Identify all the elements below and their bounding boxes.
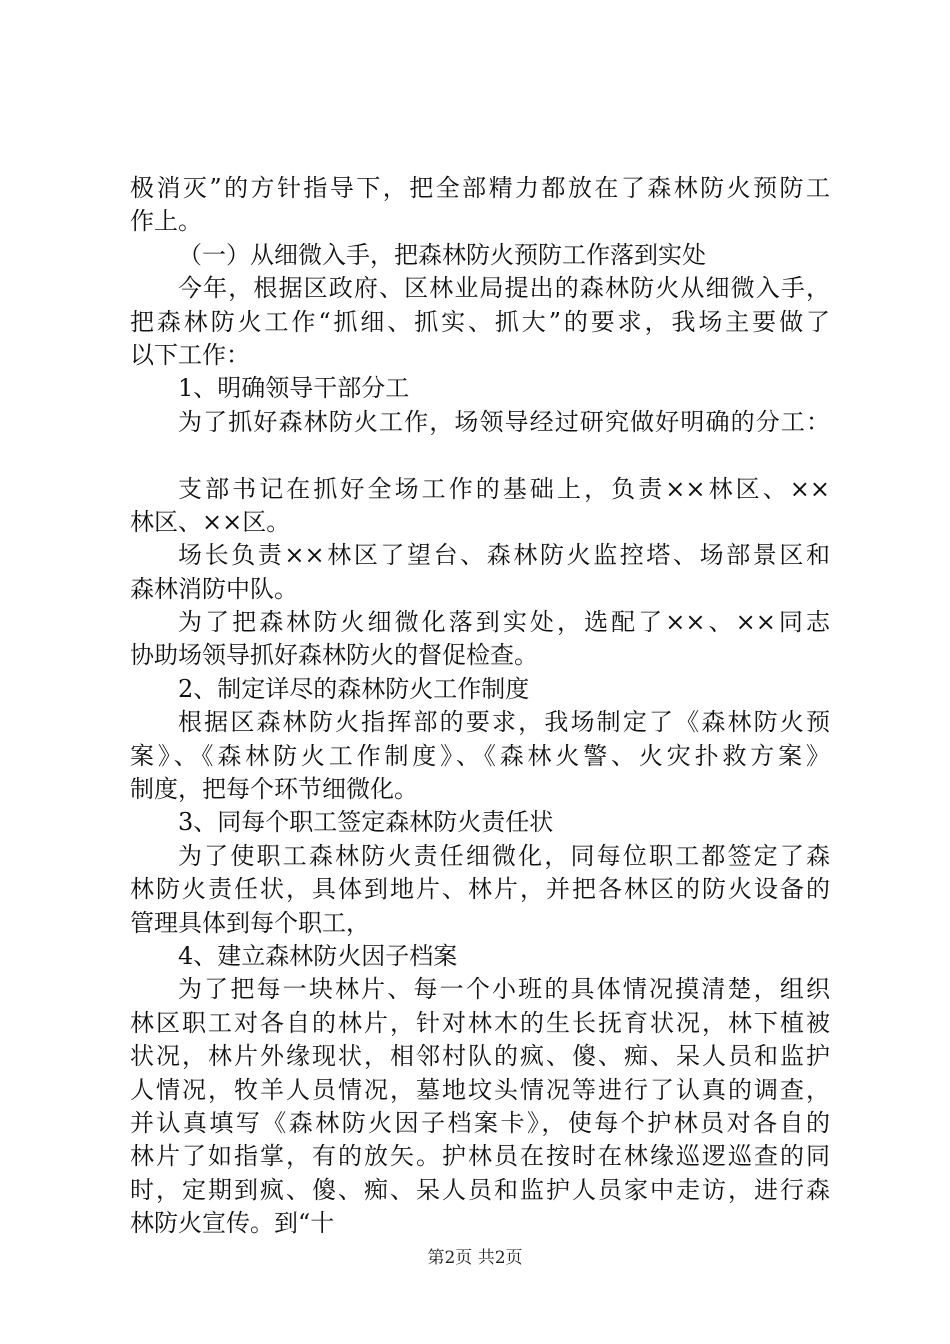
text-line: 极消灭”的方针指导下，把全部精力都放在了森林防火预防工	[130, 174, 830, 202]
text-line: 3、同每个职工签定森林防火责任状	[178, 808, 554, 837]
text-line: 为了抓好森林防火工作，场领导经过研究做好明确的分工：	[178, 407, 830, 436]
text-line: （一）从细微入手，把森林防火预防工作落到实处	[178, 240, 706, 269]
page-footer: 第2页 共2页	[427, 1248, 523, 1268]
text-line: 制度，把每个环节细微化。	[130, 775, 418, 804]
document-body	[130, 172, 830, 1241]
text-line: 并认真填写《森林防火因子档案卡》，使每个护林员对各自的	[130, 1108, 830, 1137]
text-line: 支部书记在抓好全场工作的基础上，负责××林区、××	[178, 474, 830, 503]
text-line: 以下工作：	[130, 340, 250, 369]
text-line: 根据区森林防火指挥部的要求，我场制定了《森林防火预	[178, 708, 830, 737]
text-line: 时，定期到疯、傻、痴、呆人员和监护人员家中走访，进行森	[130, 1175, 830, 1204]
text-line: 为了把每一块林片、每一个小班的具体情况摸清楚，组织	[178, 975, 830, 1004]
text-line: 为了把森林防火细微化落到实处，选配了××、××同志	[178, 608, 830, 637]
text-line: 4、建立森林防火因子档案	[178, 941, 458, 970]
text-line: 协助场领导抓好森林防火的督促检查。	[130, 641, 538, 670]
text-line: 作上。	[130, 207, 202, 236]
text-line: 状况，林片外缘现状，相邻村队的疯、傻、痴、呆人员和监护	[130, 1042, 830, 1071]
text-line: 林区、××区。	[130, 507, 291, 536]
text-line: 林片了如指掌，有的放矢。护林员在按时在林缘巡逻巡查的同	[130, 1142, 830, 1171]
text-line: 林区职工对各自的林片，针对林木的生长抚育状况，林下植被	[130, 1008, 830, 1037]
text-line: 为了使职工森林防火责任细微化，同每位职工都签定了森	[178, 841, 830, 870]
text-line: 把森林防火工作“抓细、抓实、抓大”的要求，我场主要做了	[130, 307, 830, 336]
text-line: 案》、《森林防火工作制度》、《森林火警、火灾扑救方案》	[130, 741, 830, 770]
text-line: 林防火责任状，具体到地片、林片，并把各林区的防火设备的	[130, 875, 830, 904]
text-line: 林防火宣传。到“十	[130, 1209, 335, 1238]
text-line: 2、制定详尽的森林防火工作制度	[178, 674, 530, 703]
text-line: 今年，根据区政府、区林业局提出的森林防火从细微入手，	[178, 274, 830, 303]
text-line: 1、明确领导干部分工	[178, 374, 410, 403]
text-line: 人情况，牧羊人员情况，墓地坟头情况等进行了认真的调查，	[130, 1075, 830, 1104]
text-line: 场长负责××林区了望台、森林防火监控塔、场部景区和	[178, 541, 830, 570]
text-line: 森林消防中队。	[130, 574, 298, 603]
text-line: 管理具体到每个职工，	[130, 908, 370, 937]
blank-line	[130, 439, 830, 472]
